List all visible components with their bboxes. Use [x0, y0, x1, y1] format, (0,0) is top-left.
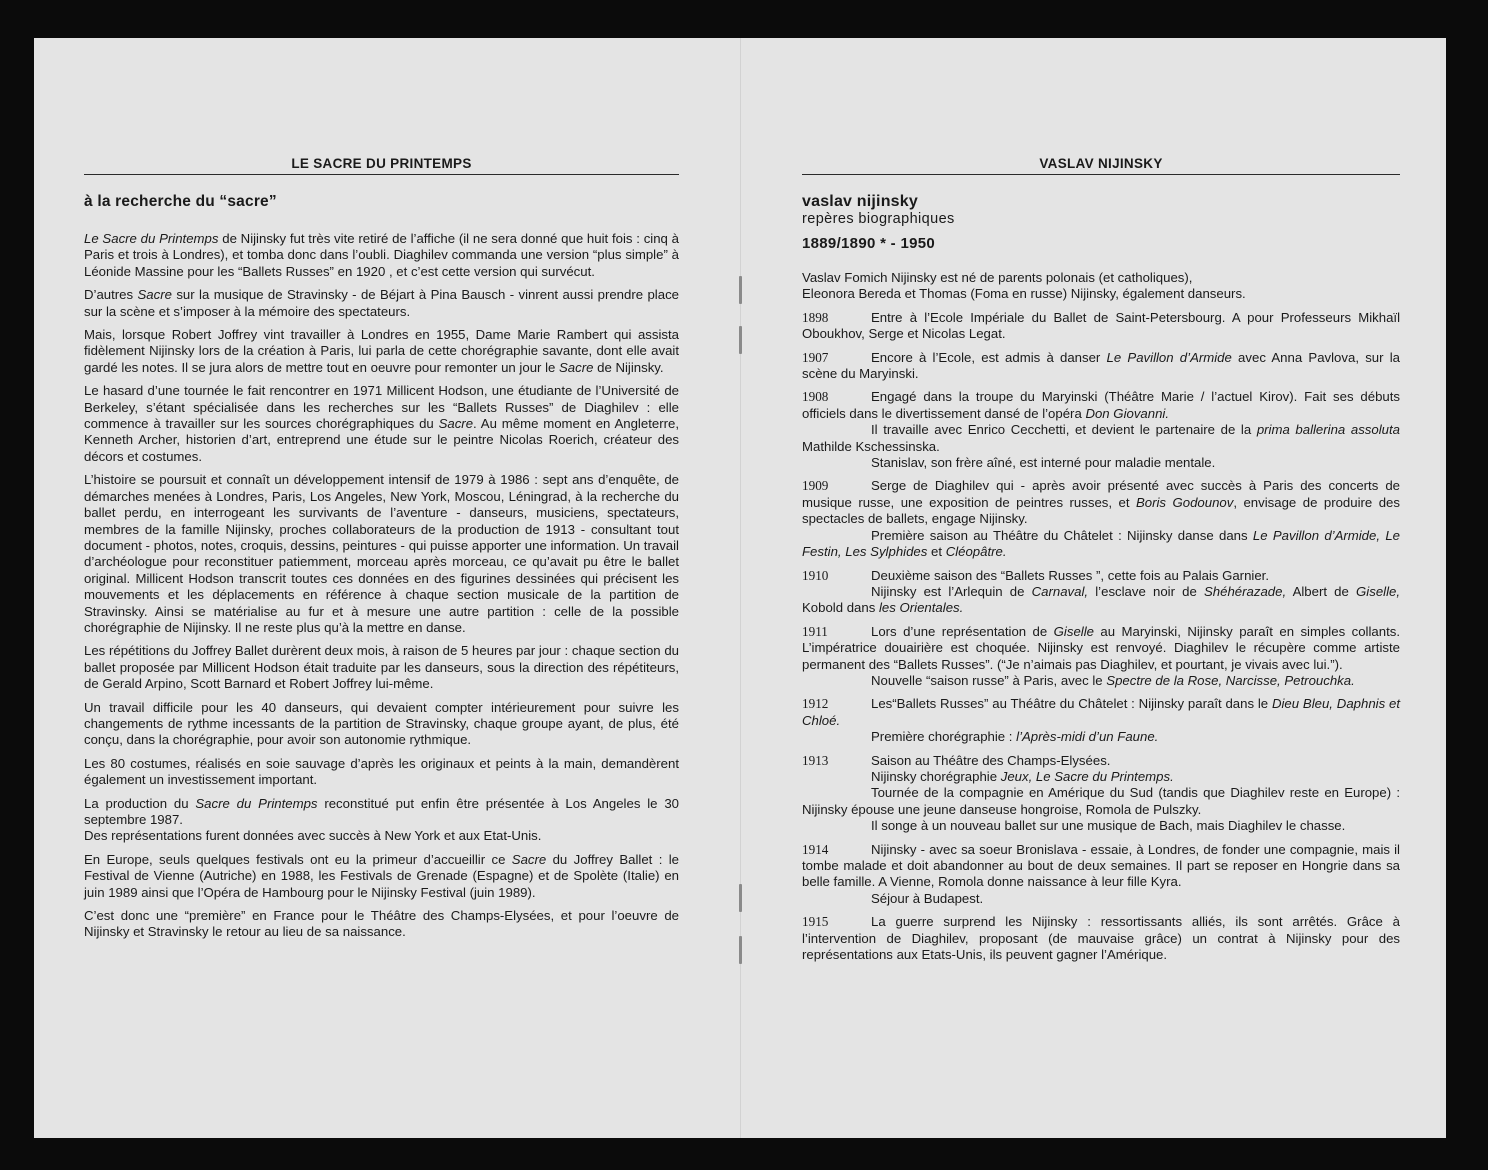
- text-run: Deuxième saison des “Ballets Russes ”, cette fois au Palais Garnier.: [871, 567, 1270, 583]
- text-run: Nijinsky est l’Arlequin de: [871, 583, 1032, 599]
- paragraph: [84, 383, 679, 465]
- paragraph: Les répétitions du Joffrey Ballet durèrent deux mois, à raison de 5 heures par jour : chaque section du ballet proposée par Millicent Hodson était traduite par les danseurs, sous la direction des répétiteurs, de Gerald Arpino, Scott Barnard et Robert Joffrey lui-même.: [84, 643, 679, 692]
- text-run: Mathilde Kschessinska.: [802, 438, 940, 454]
- text-run: Engagé dans la troupe du Maryinski (Théâtre Marie / l’actuel Kirov). Fait ses débuts officiels dans le divertissement dansé de l’opéra: [802, 389, 1400, 421]
- paragraph: [84, 796, 679, 845]
- running-head: VASLAV NIJINSKY: [802, 156, 1400, 175]
- paragraph: [84, 287, 679, 320]
- intro-line: Vaslav Fomich Nijinsky est né de parents polonais (et catholiques),: [802, 270, 1193, 285]
- text-run: Nijinsky chorégraphie: [871, 768, 1001, 784]
- text-run: Il travaille avec Enrico Cecchetti, et devient le partenaire de la: [871, 422, 1257, 438]
- text-run: En Europe, seuls quelques festivals ont eu la primeur d’accueillir ce: [84, 851, 512, 867]
- text-run: La production du: [84, 795, 196, 811]
- text-run: Serge de Diaghilev qui - après avoir présenté avec succès à Paris des concerts de musique russe, une exposition de peintres russes, et: [802, 478, 1400, 510]
- timeline-entry-1915: [802, 914, 1400, 963]
- italic-title: Spectre de la Rose, Narcisse, Petrouchka.: [1106, 672, 1355, 688]
- timeline-entry-1912: [802, 696, 1400, 745]
- life-dates: 1889/1890 * - 1950: [802, 235, 936, 252]
- italic-title: les Orientales.: [879, 600, 964, 616]
- entry-continuation: [802, 729, 1400, 745]
- entry-continuation: Séjour à Budapest.: [871, 890, 984, 906]
- text-run: Première chorégraphie :: [871, 729, 1017, 745]
- italic-title: prima ballerina assoluta: [1256, 422, 1400, 438]
- italic-title: Sacre: [511, 851, 547, 867]
- text-run: Nouvelle “saison russe” à Paris, avec le: [871, 672, 1107, 688]
- text-run: au Maryinski, Nijinsky paraît en simples collants. L’impératrice douairière est choquée. Nijinsky est renvoyé. Diaghilev le récupère comme artiste permanent des “Ballets Russes”. (“Je n’aimais pas Diaghilev, et pourtant, je vivais avec lui.”).: [802, 623, 1400, 672]
- paragraph: Un travail difficile pour les 40 danseurs, qui devaient compter intérieurement pour suivre les changements de rythme incessants de la partition de Stravinsky, chaque groupe ayant, de plus, été conçu, dans la chorégraphie, pour avoir son autonomie rythmique.: [84, 699, 679, 748]
- italic-title: Le Pavillon d’Armide: [1106, 349, 1232, 365]
- italic-title: Le Sacre du Printemps: [84, 231, 219, 246]
- staple: [739, 276, 742, 304]
- entry-continuation: [802, 422, 1400, 455]
- text-run: de Nijinsky.: [593, 359, 664, 375]
- entry-year: 1915: [802, 914, 829, 930]
- italic-title: Dieu Bleu, Daphnis et Chloé.: [802, 696, 1400, 728]
- section-title: à la recherche du “sacre”: [84, 193, 277, 210]
- text-run: Tournée de la compagnie en Amérique du Sud (tandis que Diaghilev reste en Europe) : Nijinsky épouse une jeune danseuse hongroise, Romola de Pulszky.: [802, 785, 1400, 817]
- text-run: Lors d’une représentation de: [871, 623, 1054, 639]
- entry-year: 1914: [802, 841, 829, 857]
- entry-year: 1908: [802, 389, 829, 405]
- timeline-entry-1898: [802, 310, 1400, 343]
- text-run: Des représentations furent données avec succès à New York et aux Etat-Unis.: [84, 828, 542, 844]
- biography-subtitle: repères biographiques: [802, 211, 955, 227]
- timeline-entry-1908: [802, 389, 1400, 471]
- text-run: Le hasard d’une tournée le fait rencontrer en 1971 Millicent Hodson, une étudiante de l’Université de Berkeley, s’étant spécialisée dans les recherches sur les “Ballets Russes” de Diaghilev : elle commence à travailler sur les sources chorégraphiques du: [84, 383, 679, 432]
- text-run: Première saison au Théâtre du Châtelet : Nijinsky danse dans: [871, 527, 1253, 543]
- biography-intro: [802, 270, 1400, 303]
- center-fold: [740, 38, 741, 1138]
- entry-year: 1910: [802, 567, 829, 583]
- text-run: Kobold dans: [802, 600, 879, 616]
- text-run: avec Anna Pavlova, sur la scène du Maryinski.: [802, 349, 1400, 382]
- italic-title: Giselle: [1053, 623, 1094, 639]
- text-run: . Au même moment en Angleterre, Kenneth Archer, historien d’art, entreprend une étude sur le peintre Nicolas Roerich, créateur des décors et costumes.: [84, 416, 679, 464]
- italic-title: Shéhérazade,: [1204, 583, 1287, 599]
- paragraph: [84, 231, 679, 280]
- text-run: Mais, lorsque Robert Joffrey vint travailler à Londres en 1955, Dame Marie Rambert qui assista fidèlement Nijinsky lors de la création à Paris, lui parla de cette chorégraphie savante, dont elle avait gardé les notes. Il se jura alors de mettre tout en oeuvre pour remonter un jour le: [84, 327, 679, 375]
- paragraph: [84, 327, 679, 376]
- timeline-entry-1914: [802, 842, 1400, 908]
- paragraph: [84, 852, 679, 901]
- text-run: Saison au Théâtre des Champs-Elysées.: [871, 752, 1111, 768]
- entry-year: 1907: [802, 349, 829, 365]
- paragraph: C’est donc une “première” en France pour le Théâtre des Champs-Elysées, et pour l’oeuvre de Nijinsky et Stravinsky le retour au lieu de sa naissance.: [84, 908, 679, 940]
- italic-title: Boris Godounov: [1135, 494, 1234, 510]
- entry-continuation: [802, 673, 1400, 689]
- running-head: LE SACRE DU PRINTEMPS: [84, 156, 679, 175]
- italic-title: Sacre: [559, 359, 594, 375]
- intro-line: Eleonora Bereda et Thomas (Foma en russe) Nijinsky, également danseurs.: [802, 286, 1246, 302]
- staple: [739, 326, 742, 354]
- italic-title: Sacre: [438, 416, 474, 432]
- timeline-entry-1910: [802, 568, 1400, 617]
- entry-continuation: [802, 785, 1400, 818]
- staple: [739, 884, 742, 912]
- italic-title: l’Après-midi d’un Faune.: [1016, 729, 1159, 745]
- left-page: [84, 156, 679, 948]
- paragraph: L’histoire se poursuit et connaît un développement intensif de 1979 à 1986 : sept ans d’enquête, de démarches menées à Londres, Paris, Los Angeles, New York, Moscou, Léningrad, à la recherche du ballet perdu, en interrogeant les survivants de l’aventure - danseurs, musiciens, spectateurs, membres de la famille Nijinsky, proches collaborateurs de la production de 1913 - consultant tout document - photos, notes, croquis, dessins, peintures - qui puisse apporter une information. Un travail d’archéologue pour reconstituer patiemment, morceau après morceau, ce qu’avait pu être le ballet original. Millicent Hodson transcrit toutes ces données en des figurines dessinées qui précisent les mouvements et les déplacements en référence à chaque section musicale de la partition de Stravinsky. Ainsi se matérialise au fur et à mesure une autre partition : celle de la possible chorégraphie de Nijinsky. Il ne reste plus qu’à la mettre en danse.: [84, 472, 679, 635]
- text-run: sur la musique de Stravinsky - de Béjart à Pina Bausch - vinrent aussi prendre place sur la scène et s’imposer à la mémoire des spectateurs.: [84, 287, 679, 319]
- text-run: Les“Ballets Russes” au Théâtre du Châtelet : Nijinsky paraît dans le: [871, 696, 1272, 712]
- entry-continuation: [802, 584, 1400, 617]
- italic-title: Don Giovanni.: [1085, 405, 1170, 421]
- italic-title: Cléopâtre.: [945, 544, 1007, 560]
- paragraph: Les 80 costumes, réalisés en soie sauvage d’après les originaux et peints à la main, demandèrent également un investissement important.: [84, 755, 679, 788]
- timeline-entry-1909: [802, 478, 1400, 560]
- right-page: [802, 156, 1400, 963]
- text-run: de Nijinsky fut très vite retiré de l’affiche (il ne sera donné que huit fois : cinq à Paris et trois à Londres), et tomba donc dans l’oubli. Diaghilev commanda une version “plus simple” à Léonide Massine pour les “Ballets Russes” en 1920 , et c’est cette version qui survécut.: [84, 231, 679, 279]
- italic-title: Giselle,: [1356, 583, 1401, 599]
- entry-continuation: [802, 769, 1400, 785]
- text-run: , envisage de produire des spectacles de ballets, engage Nijinsky.: [802, 494, 1400, 527]
- entry-year: 1913: [802, 752, 829, 768]
- italic-title: Jeux, Le Sacre du Printemps.: [1000, 768, 1174, 784]
- text-run: reconstitué put enfin être présentée à Los Angeles le 30 septembre 1987.: [84, 795, 679, 827]
- entry-continuation: Il songe à un nouveau ballet sur une musique de Bach, mais Diaghilev le chasse.: [871, 818, 1346, 834]
- text-run: du Joffrey Ballet : le Festival de Vienne (Autriche) en 1988, les Festivals de Grenade (Espagne) et de Spolète (Italie) en juin 1989 ainsi que l’Opéra de Hambourg pour le Nijinsky Festival (juin 1989).: [84, 851, 679, 900]
- entry-continuation: Stanislav, son frère aîné, est interné pour maladie mentale.: [871, 455, 1216, 471]
- text-run: D’autres: [84, 287, 138, 303]
- text-run: l’esclave noir de: [1088, 583, 1204, 599]
- entry-year: 1898: [802, 309, 829, 325]
- text-run: Nijinsky - avec sa soeur Bronislava - essaie, à Londres, de fonder une compagnie, mais il tombe malade et doit abandonner au bout de deux semaines. Il part se reposer en Hongrie dans sa belle famille. A Vienne, Romola donne naissance à leur fille Kyra.: [802, 841, 1400, 890]
- italic-title: Sacre du Printemps: [195, 795, 318, 811]
- italic-title: Carnaval,: [1031, 583, 1089, 599]
- entry-year: 1909: [802, 478, 829, 494]
- biography-title: vaslav nijinsky: [802, 193, 918, 210]
- entry-text: Entre à l’Ecole Impériale du Ballet de Saint-Petersbourg. A pour Professeurs Mikhaïl Oboukhov, Serge et Nicolas Legat.: [802, 309, 1400, 342]
- booklet-spread: [34, 38, 1446, 1138]
- entry-year: 1911: [802, 623, 828, 639]
- staple: [739, 936, 742, 964]
- text-run: La guerre surprend les Nijinsky : ressortissants alliés, ils sont arrêtés. Grâce à l’intervention de Diaghilev, proposant (de mauvaise grâce) un contrat à Nijinsky pour des représentations aux Etats-Unis, ils peuvent gagner l’Amérique.: [802, 914, 1400, 963]
- italic-title: Le Pavillon d’Armide, Le Festin, Les Sylphides: [802, 527, 1400, 560]
- text-run: et: [927, 544, 946, 560]
- entry-year: 1912: [802, 696, 829, 712]
- timeline-entry-1913: [802, 753, 1400, 835]
- text-run: Albert de: [1286, 583, 1357, 599]
- italic-title: Sacre: [137, 287, 172, 303]
- timeline-entry-1911: [802, 624, 1400, 690]
- timeline-entry-1907: [802, 350, 1400, 383]
- article-body: [84, 231, 679, 941]
- entry-continuation: [802, 528, 1400, 561]
- text-run: Encore à l’Ecole, est admis à danser: [871, 349, 1107, 365]
